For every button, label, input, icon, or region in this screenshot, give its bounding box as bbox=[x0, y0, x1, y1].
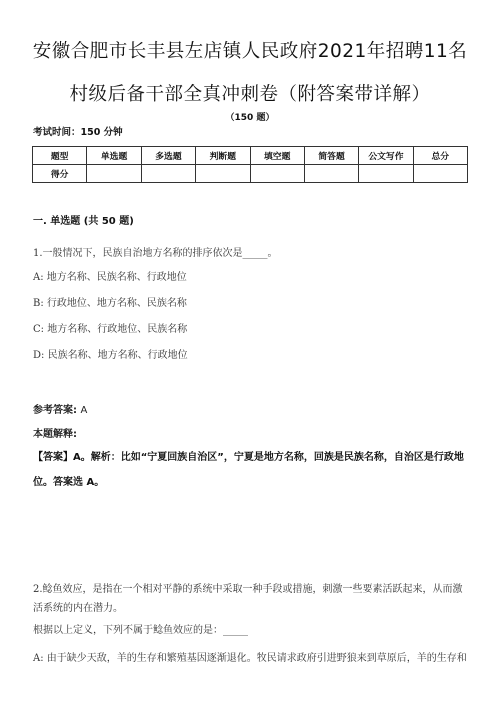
exam-time: 考试时间：150 分钟 bbox=[33, 127, 123, 138]
document-title-line2: 村级后备干部全真冲刺卷（附答案带详解） bbox=[69, 84, 431, 105]
table-cell bbox=[141, 165, 195, 183]
question-1-stem: 1.一般情况下，民族自治地方名称的排序依次是_____。 bbox=[33, 248, 278, 259]
table-cell: 单选题 bbox=[87, 147, 141, 165]
question-1-option-b: B: 行政地位、地方名称、民族名称 bbox=[33, 298, 187, 309]
explanation-text: 【答案】A。解析：比如“宁夏回族自治区”，宁夏是地方名称，回族是民族名称，自治区是行政地位。答案选 A。 bbox=[33, 452, 464, 488]
table-cell bbox=[359, 165, 413, 183]
table-cell bbox=[196, 165, 250, 183]
question-1-option-d: D: 民族名称、地方名称、行政地位 bbox=[33, 350, 188, 361]
table-cell: 总分 bbox=[413, 147, 467, 165]
score-table-score-row bbox=[33, 165, 468, 183]
question-1-option-c: C: 地方名称、行政地位、民族名称 bbox=[33, 324, 188, 335]
document-title-line1: 安徽合肥市长丰县左店镇人民政府2021年招聘11名 bbox=[32, 41, 468, 62]
section-title: 一. 单选题 (共 50 题) bbox=[33, 216, 134, 227]
table-cell: 填空题 bbox=[250, 147, 304, 165]
table-cell: 多选题 bbox=[141, 147, 195, 165]
explanation-label: 本题解释: bbox=[33, 429, 77, 440]
answer-line bbox=[33, 401, 87, 416]
score-table bbox=[32, 146, 468, 183]
answer-label: 参考答案: bbox=[33, 405, 81, 416]
table-cell bbox=[413, 165, 467, 183]
table-cell: 公文写作 bbox=[359, 147, 413, 165]
question-1-option-a: A: 地方名称、民族名称、行政地位 bbox=[33, 272, 187, 283]
table-cell: 简答题 bbox=[304, 147, 358, 165]
table-cell bbox=[304, 165, 358, 183]
question-2-stem-line3: 根据以上定义，下列不属于鲶鱼效应的是：_____ bbox=[33, 625, 248, 636]
table-cell: 题型 bbox=[33, 147, 87, 165]
table-cell: 判断题 bbox=[196, 147, 250, 165]
table-cell bbox=[87, 165, 141, 183]
question-2-stem-line2: 活系统的内在潜力。 bbox=[33, 603, 123, 614]
answer-value: A bbox=[80, 405, 88, 416]
score-table-header-row bbox=[33, 147, 468, 165]
question-2-option-a: A: 由于缺少天敌，羊的生存和繁殖基因逐渐退化。牧民请求政府引进野狼来到草原后，羊的生存和 bbox=[33, 653, 467, 664]
question-2-stem-line1: 2.鲶鱼效应，是指在一个相对平静的系统中采取一种手段或措施，刺激一些要素活跃起来，从而激 bbox=[33, 584, 463, 595]
table-cell bbox=[250, 165, 304, 183]
table-cell: 得分 bbox=[33, 165, 87, 183]
question-count: （150 题） bbox=[225, 113, 275, 123]
